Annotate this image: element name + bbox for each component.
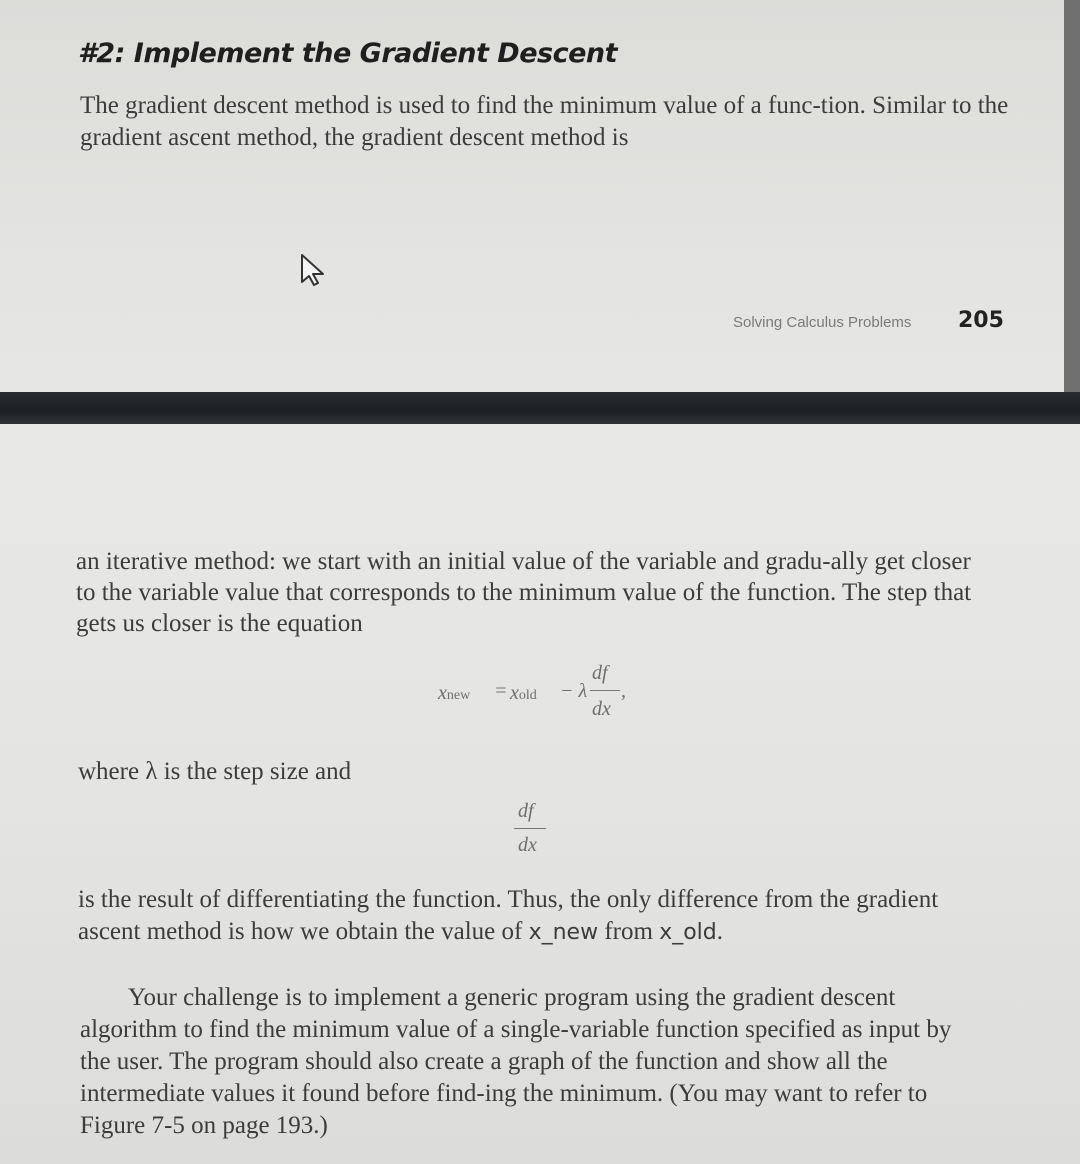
mouse-pointer-icon — [298, 252, 332, 286]
eq-fraction-bar — [590, 690, 620, 691]
section-heading: #2: Implement the Gradient Descent — [78, 38, 618, 69]
eq-denominator: dx — [592, 698, 611, 720]
eq-lhs: xnew — [438, 682, 471, 704]
deriv-denominator: dx — [518, 834, 537, 856]
eq-trailing: , — [621, 680, 626, 702]
code-x-old: x_old — [659, 920, 717, 945]
result-paragraph: is the result of differentiating the function. Thus, the only difference from the gradient ascent method is how we obtain the value of x_new from x_old. — [78, 886, 939, 945]
deriv-fraction-bar — [514, 828, 546, 829]
code-x-new: x_new — [528, 920, 599, 945]
intro-paragraph: The gradient descent method is used to find the minimum value of a func-tion. Similar to the gradient ascent method, the gradient descent method is — [80, 92, 1009, 151]
running-footer: Solving Calculus Problems — [733, 314, 912, 331]
derivative-fraction — [514, 800, 548, 862]
screen-bezel — [1064, 0, 1080, 400]
page-number: 205 — [958, 308, 1004, 333]
eq-operator: − λ — [560, 680, 588, 702]
challenge-paragraph: Your challenge is to implement a generic program using the gradient descent algorithm to find the minimum value of a single-variable function specified as input by the user. The program should also create a graph of the function and show all the intermediate values it found before find-ing the minimum. (You may want to refer to Figure 7-5 on page 193.) — [80, 984, 952, 1139]
eq-numerator: df — [592, 662, 608, 684]
eq-equals: = — [494, 680, 508, 702]
continuation-paragraph: an iterative method: we start with an initial value of the variable and gradu-ally get closer to the variable value that corresponds to the minimum value of the function. The step that gets us closer is the equation — [76, 548, 972, 637]
eq-rhs: xold — [510, 682, 537, 704]
page-divider — [0, 392, 1080, 424]
where-text: where λ is the step size and — [78, 758, 352, 785]
update-equation — [438, 660, 638, 730]
deriv-numerator: df — [518, 800, 534, 822]
